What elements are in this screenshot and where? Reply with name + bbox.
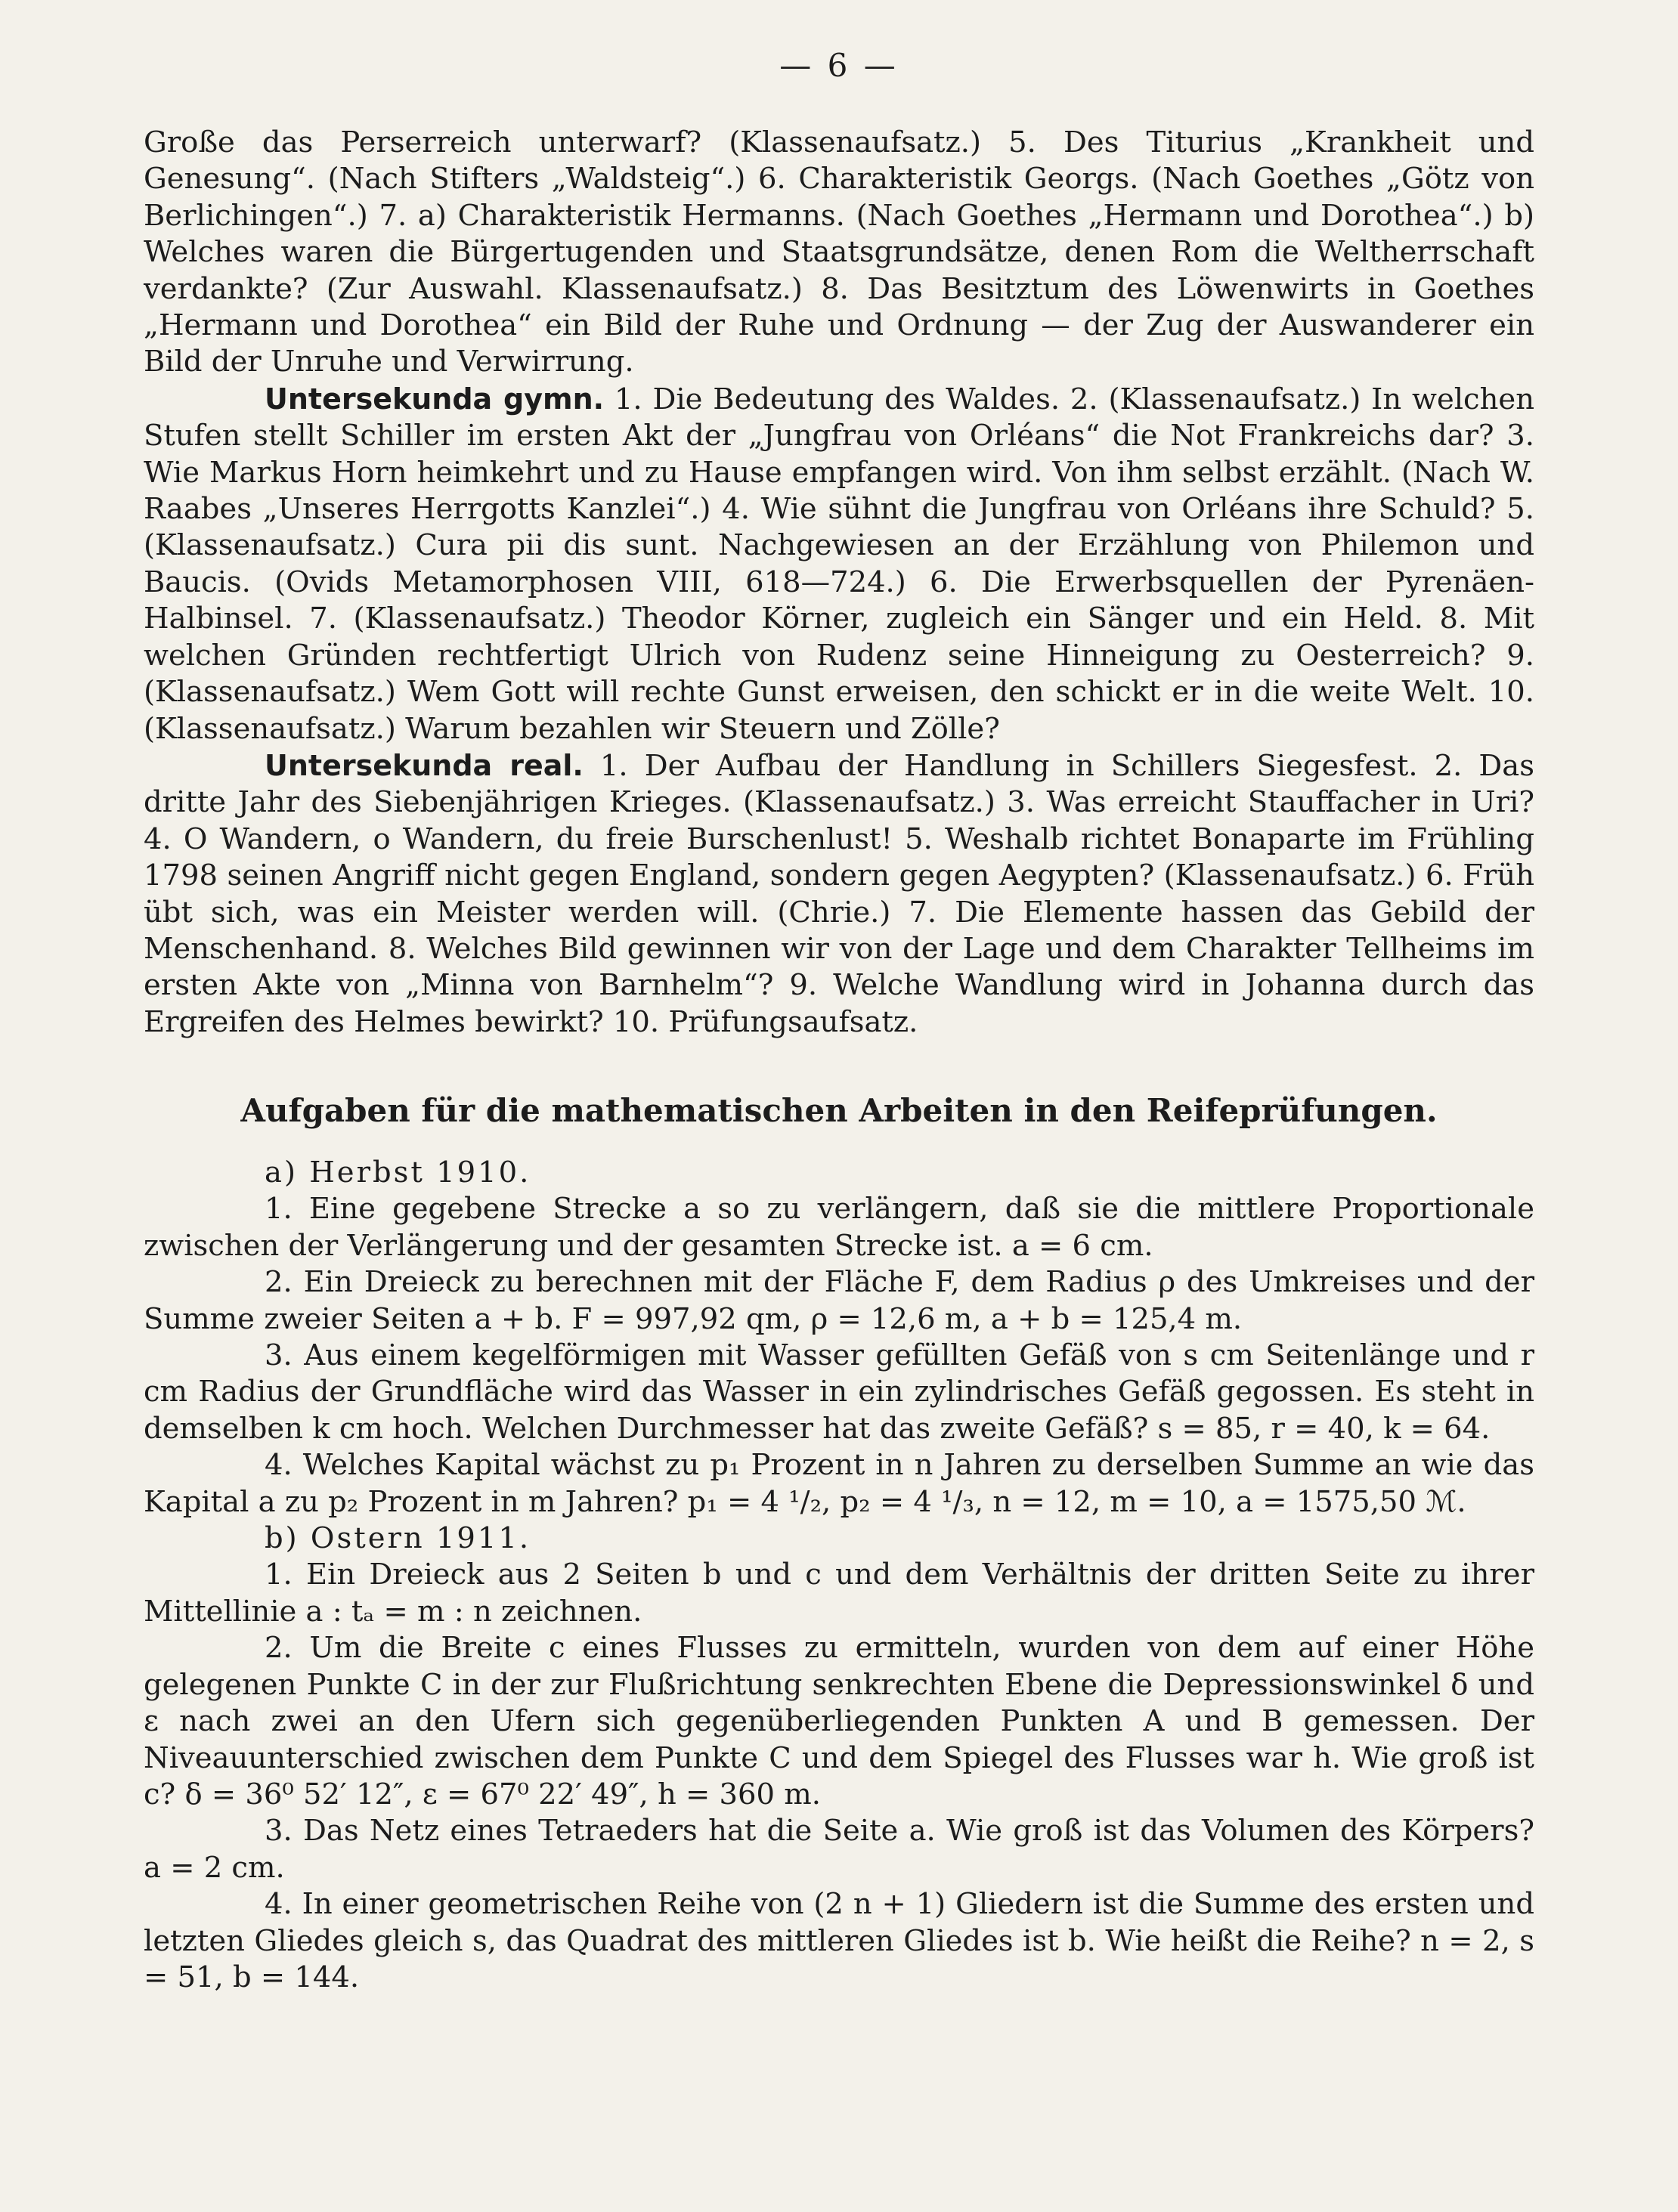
ostern-task-4: 4. In einer geometrischen Reihe von (2 n + 1) Gliedern ist die Summe des ersten und letzten Gliedes gleich s, das Quadrat des mittleren Gliedes ist b. Wie heißt die Reihe? n = 2, s = 51, b = 144. [144, 1887, 1534, 1994]
untersekunda-gymn-paragraph [144, 381, 1534, 747]
herbst-task-1: 1. Eine gegebene Strecke a so zu verlängern, daß sie die mittlere Proportionale zwischen der Verlängerung und der gesamten Strecke ist. a = 6 cm. [144, 1192, 1534, 1263]
untersekunda-gymn-label: Untersekunda gymn. [265, 382, 605, 416]
intro-paragraph: Große das Perserreich unterwarf? (Klassenaufsatz.) 5. Des Titurius „Krankheit und Genesung“. (Nach Stifters „Waldsteig“.) 6. Charakteristik Georgs. (Nach Goethes „Götz von Berlichingen“.) 7. a) Charakteristik Hermanns. (Nach Goethes „Hermann und Dorothea“.) b) Welches waren die Bürgertugenden und Staatsgrundsätze, denen Rom die Weltherrschaft verdankte? (Zur Auswahl. Klassenaufsatz.) 8. Das Besitztum des Löwenwirts in Goethes „Hermann und Dorothea“ ein Bild der Ruhe und Ordnung — der Zug der Auswanderer ein Bild der Unruhe und Verwirrung. [144, 125, 1534, 379]
herbst-title: a) Herbst 1910. [265, 1155, 531, 1190]
herbst-task-3: 3. Aus einem kegelförmigen mit Wasser gefüllten Gefäß von s cm Seitenlänge und r cm Radius der Grundfläche wird das Wasser in ein zylindrisches Gefäß gegossen. Es steht in demselben k cm hoch. Welchen Durchmesser hat das zweite Gefäß? s = 85, r = 40, k = 64. [144, 1338, 1534, 1446]
essay-topics-section [144, 125, 1534, 1041]
ostern-title: b) Ostern 1911. [265, 1521, 531, 1556]
page-number: — 6 — [779, 47, 899, 84]
untersekunda-real-text: 1. Der Aufbau der Handlung in Schillers Siegesfest. 2. Das dritte Jahr des Siebenjährigen Krieges. (Klassenaufsatz.) 3. Was erreicht Stauffacher in Uri? 4. O Wandern, o Wandern, du freie Burschenlust! 5. Weshalb richtet Bonaparte im Frühling 1798 seinen Angriff nicht gegen England, sondern gegen Aegypten? (Klassenaufsatz.) 6. Früh übt sich, was ein Meister werden will. (Chrie.) 7. Die Elemente hassen das Gebild der Menschenhand. 8. Welches Bild gewinnen wir von der Lage und dem Charakter Tellheims im ersten Akte von „Minna von Barnhelm“? 9. Welche Wandlung wird in Johanna durch das Ergreifen des Helmes bewirkt? 10. Prüfungsaufsatz. [144, 748, 1535, 1039]
herbst-task-2: 2. Ein Dreieck zu berechnen mit der Fläche F, dem Radius ρ des Umkreises und der Summe zweier Seiten a + b. F = 997,92 qm, ρ = 12,6 m, a + b = 125,4 m. [144, 1265, 1534, 1336]
untersekunda-gymn-text: 1. Die Bedeutung des Waldes. 2. (Klassenaufsatz.) In welchen Stufen stellt Schiller im ersten Akt der „Jungfrau von Orléans“ die Not Frankreichs dar? 3. Wie Markus Horn heimkehrt und zu Hause empfangen wird. Von ihm selbst erzählt. (Nach W. Raabes „Unseres Herrgotts Kanzlei“.) 4. Wie sühnt die Jungfrau von Orléans ihre Schuld? 5. (Klassenaufsatz.) Cura pii dis sunt. Nachgewiesen an der Erzählung von Philemon und Baucis. (Ovids Metamorphosen VIII, 618—724.) 6. Die Erwerbsquellen der Pyrenäen-Halbinsel. 7. (Klassenaufsatz.) Theodor Körner, zugleich ein Sänger und ein Held. 8. Mit welchen Gründen rechtfertigt Ulrich von Rudenz seine Hinneigung zu Oesterreich? 9. (Klassenaufsatz.) Wem Gott will rechte Gunst erweisen, den schickt er in die weite Welt. 10. (Klassenaufsatz.) Warum bezahlen wir Steuern und Zölle? [144, 382, 1534, 746]
math-tasks-heading: Aufgaben für die mathematischen Arbeiten in den Reifeprüfungen. [240, 1092, 1438, 1129]
herbst-task-4: 4. Welches Kapital wächst zu p₁ Prozent in n Jahren zu derselben Summe an wie das Kapital a zu p₂ Prozent in m Jahren? p₁ = 4 ¹/₂, p₂ = 4 ¹/₃, n = 12, m = 10, a = 1575,50 ℳ. [144, 1448, 1534, 1519]
ostern-task-1: 1. Ein Dreieck aus 2 Seiten b und c und dem Verhältnis der dritten Seite zu ihrer Mittellinie a : tₐ = m : n zeichnen. [144, 1558, 1534, 1629]
untersekunda-real-paragraph [144, 747, 1534, 1041]
ostern-task-2: 2. Um die Breite c eines Flusses zu ermitteln, wurden von dem auf einer Höhe gelegenen Punkte C in der zur Flußrichtung senkrechten Ebene die Depressionswinkel δ und ε nach zwei an den Ufern sich gegenüberliegenden Punkten A und B gemessen. Der Niveauunterschied zwischen dem Punkte C und dem Spiegel des Flusses war h. Wie groß ist c? δ = 36⁰ 52′ 12″, ε = 67⁰ 22′ 49″, h = 360 m. [144, 1631, 1534, 1811]
ostern-task-3: 3. Das Netz eines Tetraeders hat die Seite a. Wie groß ist das Volumen des Körpers? a = 2 cm. [144, 1814, 1534, 1885]
untersekunda-real-label: Untersekunda real. [265, 748, 584, 782]
math-tasks-section [144, 1155, 1534, 1996]
